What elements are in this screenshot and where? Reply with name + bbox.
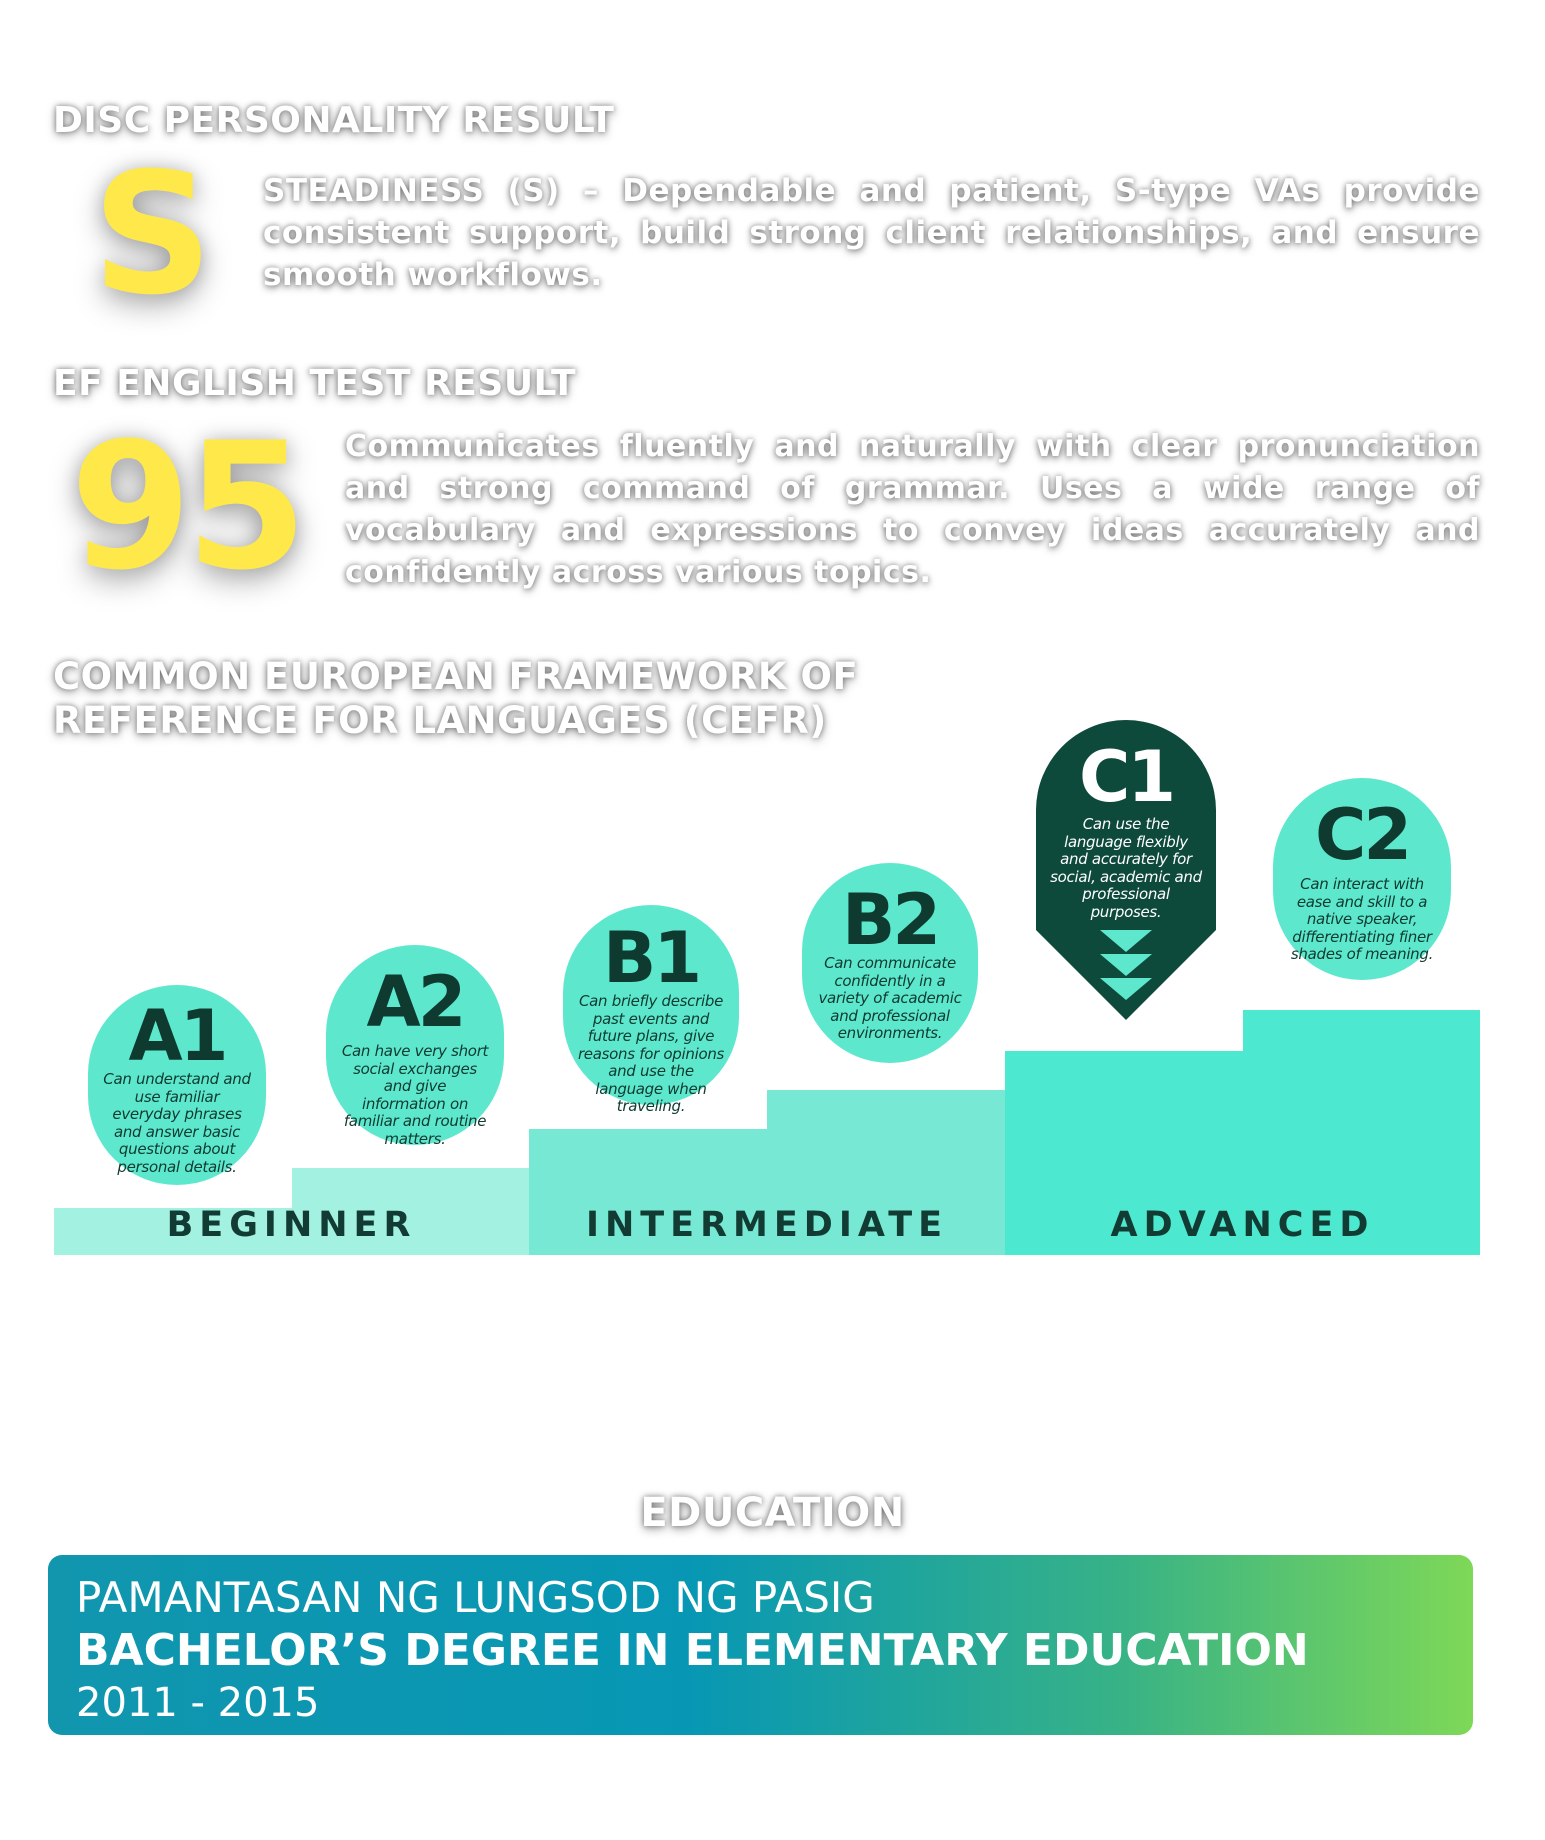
- badge-b1: [563, 905, 739, 1115]
- cefr-heading: COMMON EUROPEAN FRAMEWORK OF REFERENCE FOR LANGUAGES (CEFR): [53, 655, 859, 742]
- school-name: PAMANTASAN NG LUNGSOD NG PASIG: [76, 1573, 875, 1622]
- level-code: C2: [1314, 794, 1410, 876]
- education-heading: EDUCATION: [640, 1490, 905, 1536]
- ef-score: 95: [70, 406, 302, 609]
- level-description: Can understand and use familiar everyday phrases and answer basic questions about personal details.: [103, 1070, 251, 1176]
- level-code: B1: [602, 917, 700, 999]
- education-years: 2011 - 2015: [76, 1680, 320, 1726]
- ef-heading: EF ENGLISH TEST RESULT: [53, 363, 577, 404]
- level-description: Can have very short social exchanges and give information on familiar and routine matters.: [341, 1042, 489, 1148]
- level-code: C1: [1078, 736, 1174, 818]
- education-card: [48, 1555, 1473, 1735]
- degree-title: BACHELOR’S DEGREE IN ELEMENTARY EDUCATION: [76, 1625, 1309, 1676]
- badge-a1: [88, 985, 266, 1185]
- level-description: Can briefly describe past events and future plans, give reasons for opinions and use the language when traveling.: [577, 992, 725, 1115]
- badge-c2: [1273, 778, 1451, 980]
- band-beginner: BEGINNER: [166, 1205, 417, 1245]
- level-code: A1: [128, 995, 226, 1077]
- disc-heading: DISC PERSONALITY RESULT: [53, 100, 615, 141]
- badge-a2: [326, 945, 504, 1148]
- ef-description: Communicates fluently and naturally with clear pronunciation and strong command of grammar. Uses a wide range of vocabulary and expressions to convey ideas accurately and confidently across various topics.: [345, 429, 1480, 590]
- badge-c1: [1036, 720, 1216, 920]
- level-description: Can communicate confidently in a variety of academic and professional environments.: [818, 954, 962, 1042]
- disc-letter: S: [92, 136, 213, 332]
- band-intermediate: INTERMEDIATE: [585, 1205, 948, 1245]
- level-description: Can interact with ease and skill to a native speaker, differentiating finer shades of meaning.: [1290, 875, 1434, 963]
- band-advanced: ADVANCED: [1110, 1205, 1375, 1245]
- level-description: Can use the language flexibly and accurately for social, academic and professional purposes.: [1050, 815, 1202, 921]
- disc-description: STEADINESS (S) – Dependable and patient, S-type VAs provide consistent support, build strong client relationships, and ensure smooth workflows.: [263, 173, 1480, 293]
- badge-b2: [802, 863, 978, 1063]
- level-code: A2: [366, 961, 464, 1043]
- level-code: B2: [841, 879, 939, 961]
